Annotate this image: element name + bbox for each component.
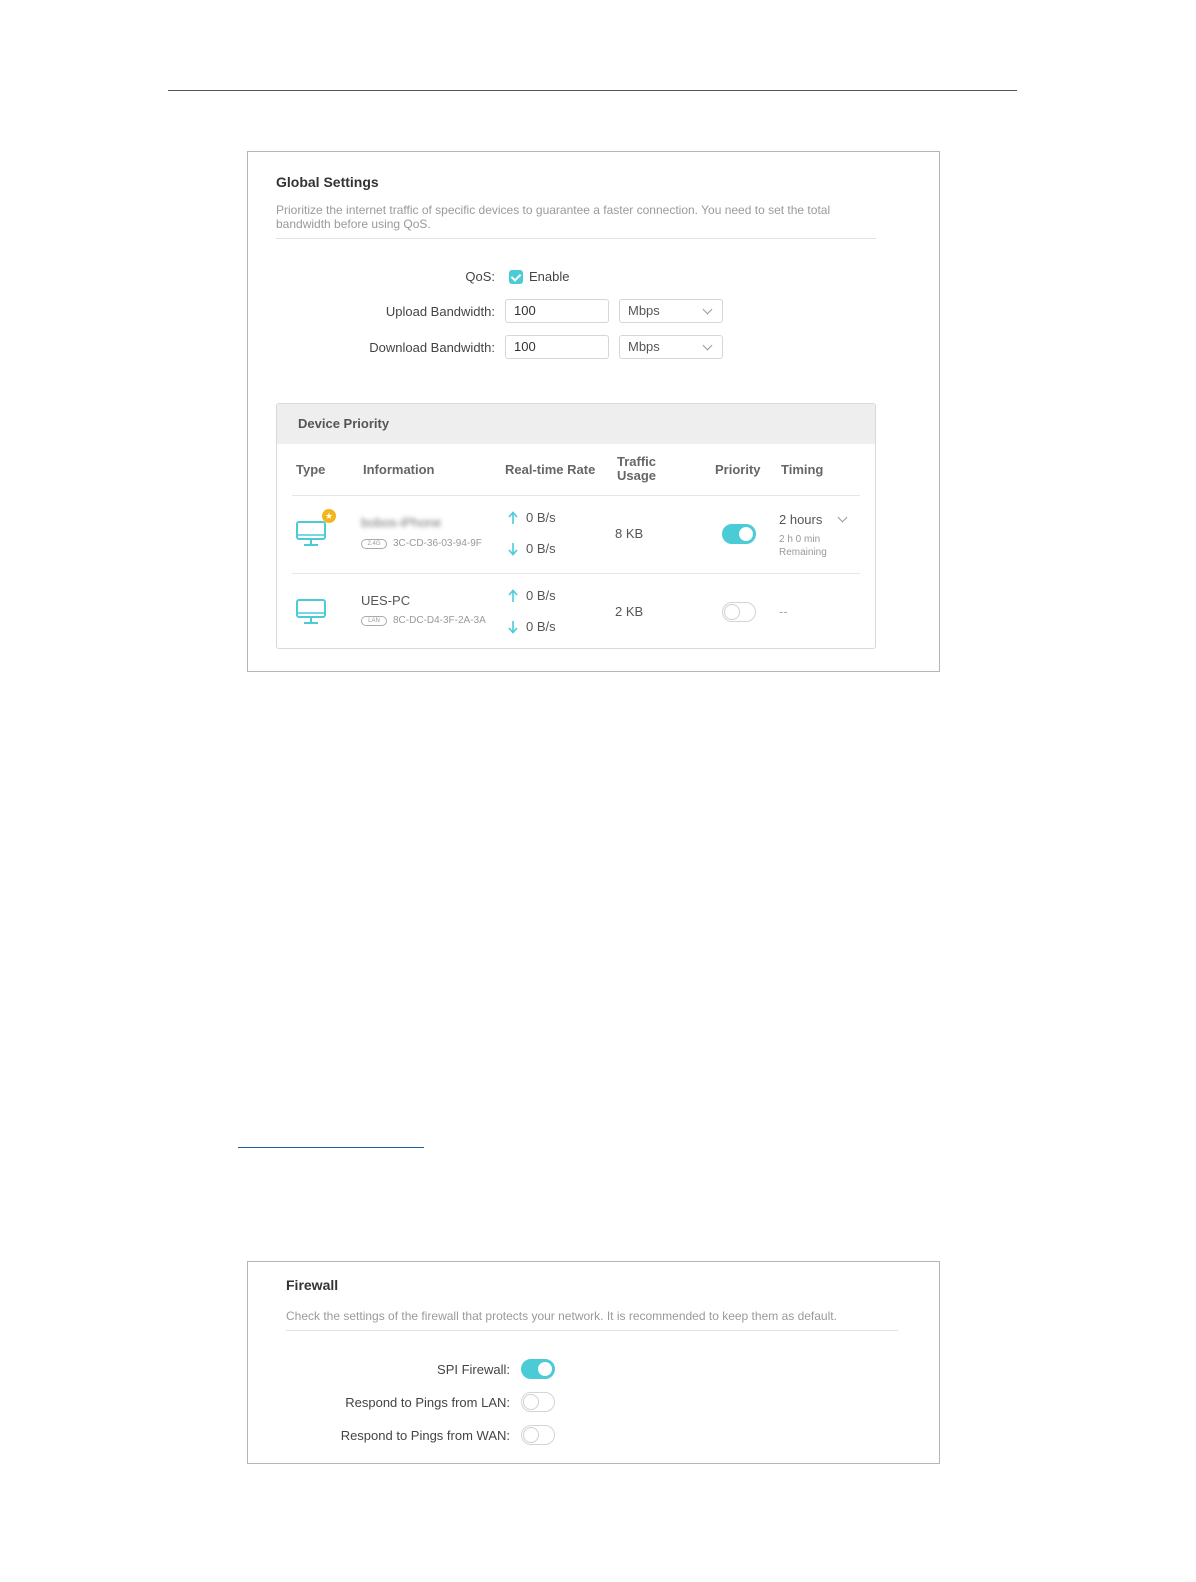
traffic-usage: 8 KB [615, 526, 644, 541]
row-divider [292, 573, 860, 574]
global-settings-panel [247, 151, 940, 672]
timing-value[interactable]: 2 hours [779, 512, 823, 527]
device-priority-header [277, 404, 875, 444]
upload-bandwidth-label: Upload Bandwidth: [385, 304, 495, 319]
star-icon: ★ [322, 509, 336, 523]
firewall-panel [247, 1261, 940, 1464]
firewall-description: Check the settings of the firewall that protects your network. It is recommended to keep them as default. [286, 1309, 837, 1323]
time-remaining: 2 h 0 min [779, 534, 821, 545]
spi-firewall-toggle[interactable] [521, 1359, 555, 1379]
toggle-knob [724, 604, 740, 620]
device-priority-card [276, 403, 876, 649]
divider [276, 238, 876, 239]
wan-ping-label: Respond to Pings from WAN: [340, 1428, 510, 1443]
arrow-down-icon [508, 620, 518, 634]
qos-enable-checkbox[interactable] [509, 270, 523, 284]
row-divider [292, 495, 860, 496]
download-bandwidth-label: Download Bandwidth: [369, 340, 495, 355]
global-settings-title: Global Settings [276, 174, 379, 190]
lan-ping-toggle[interactable] [521, 1392, 555, 1412]
spi-firewall-label: SPI Firewall: [437, 1362, 510, 1377]
monitor-icon [296, 599, 326, 625]
global-settings-description: Prioritize the internet traffic of specific devices to guarantee a faster connection. You need to set the total bandwidth before using QoS. [276, 203, 831, 231]
col-traffic-usage: Traffic Usage [617, 454, 657, 483]
upload-rate: 0 B/s [526, 588, 556, 603]
upload-unit-value: Mbps [628, 303, 660, 318]
download-unit-select[interactable] [619, 335, 723, 359]
toggle-knob [523, 1394, 539, 1410]
page-top-rule [168, 90, 1017, 91]
chevron-down-icon [703, 341, 713, 351]
link-underline [238, 1147, 424, 1148]
download-rate: 0 B/s [526, 619, 556, 634]
priority-toggle[interactable] [722, 524, 756, 544]
priority-toggle[interactable] [722, 602, 756, 622]
monitor-icon [296, 521, 326, 547]
traffic-usage: 2 KB [615, 604, 644, 619]
col-information: Information [363, 462, 435, 477]
device-mac: 3C-CD-36-03-94-9F [393, 538, 482, 549]
arrow-down-icon [508, 542, 518, 556]
timing-value: -- [779, 604, 788, 619]
lan-ping-label: Respond to Pings from LAN: [345, 1395, 510, 1410]
qos-enable-label[interactable]: Enable [529, 269, 570, 284]
wan-ping-toggle[interactable] [521, 1425, 555, 1445]
col-realtime-rate: Real-time Rate [505, 462, 596, 477]
col-timing: Timing [781, 462, 824, 477]
time-remaining-label: Remaining [779, 547, 827, 558]
col-priority: Priority [715, 462, 761, 477]
arrow-up-icon [508, 589, 518, 603]
qos-label: QoS: [465, 269, 495, 284]
arrow-up-icon [508, 511, 518, 525]
chevron-down-icon[interactable] [838, 513, 848, 523]
device-name: UES-PC [361, 593, 411, 608]
download-bandwidth-input[interactable]: 100 [505, 335, 609, 359]
chevron-down-icon [703, 305, 713, 315]
firewall-title: Firewall [286, 1277, 339, 1293]
device-mac: 8C-DC-D4-3F-2A-3A [393, 615, 486, 626]
upload-rate: 0 B/s [526, 510, 556, 525]
connection-tag: LAN [361, 616, 387, 626]
upload-bandwidth-input[interactable]: 100 [505, 299, 609, 323]
device-name: bobos-iPhone [361, 515, 442, 530]
toggle-knob [738, 526, 754, 542]
col-type: Type [296, 462, 326, 477]
device-priority-title: Device Priority [298, 416, 390, 431]
toggle-knob [537, 1361, 553, 1377]
download-rate: 0 B/s [526, 541, 556, 556]
upload-unit-select[interactable] [619, 299, 723, 323]
toggle-knob [523, 1427, 539, 1443]
connection-tag: 2.4G [361, 539, 387, 549]
download-unit-value: Mbps [628, 339, 660, 354]
divider [286, 1330, 898, 1331]
